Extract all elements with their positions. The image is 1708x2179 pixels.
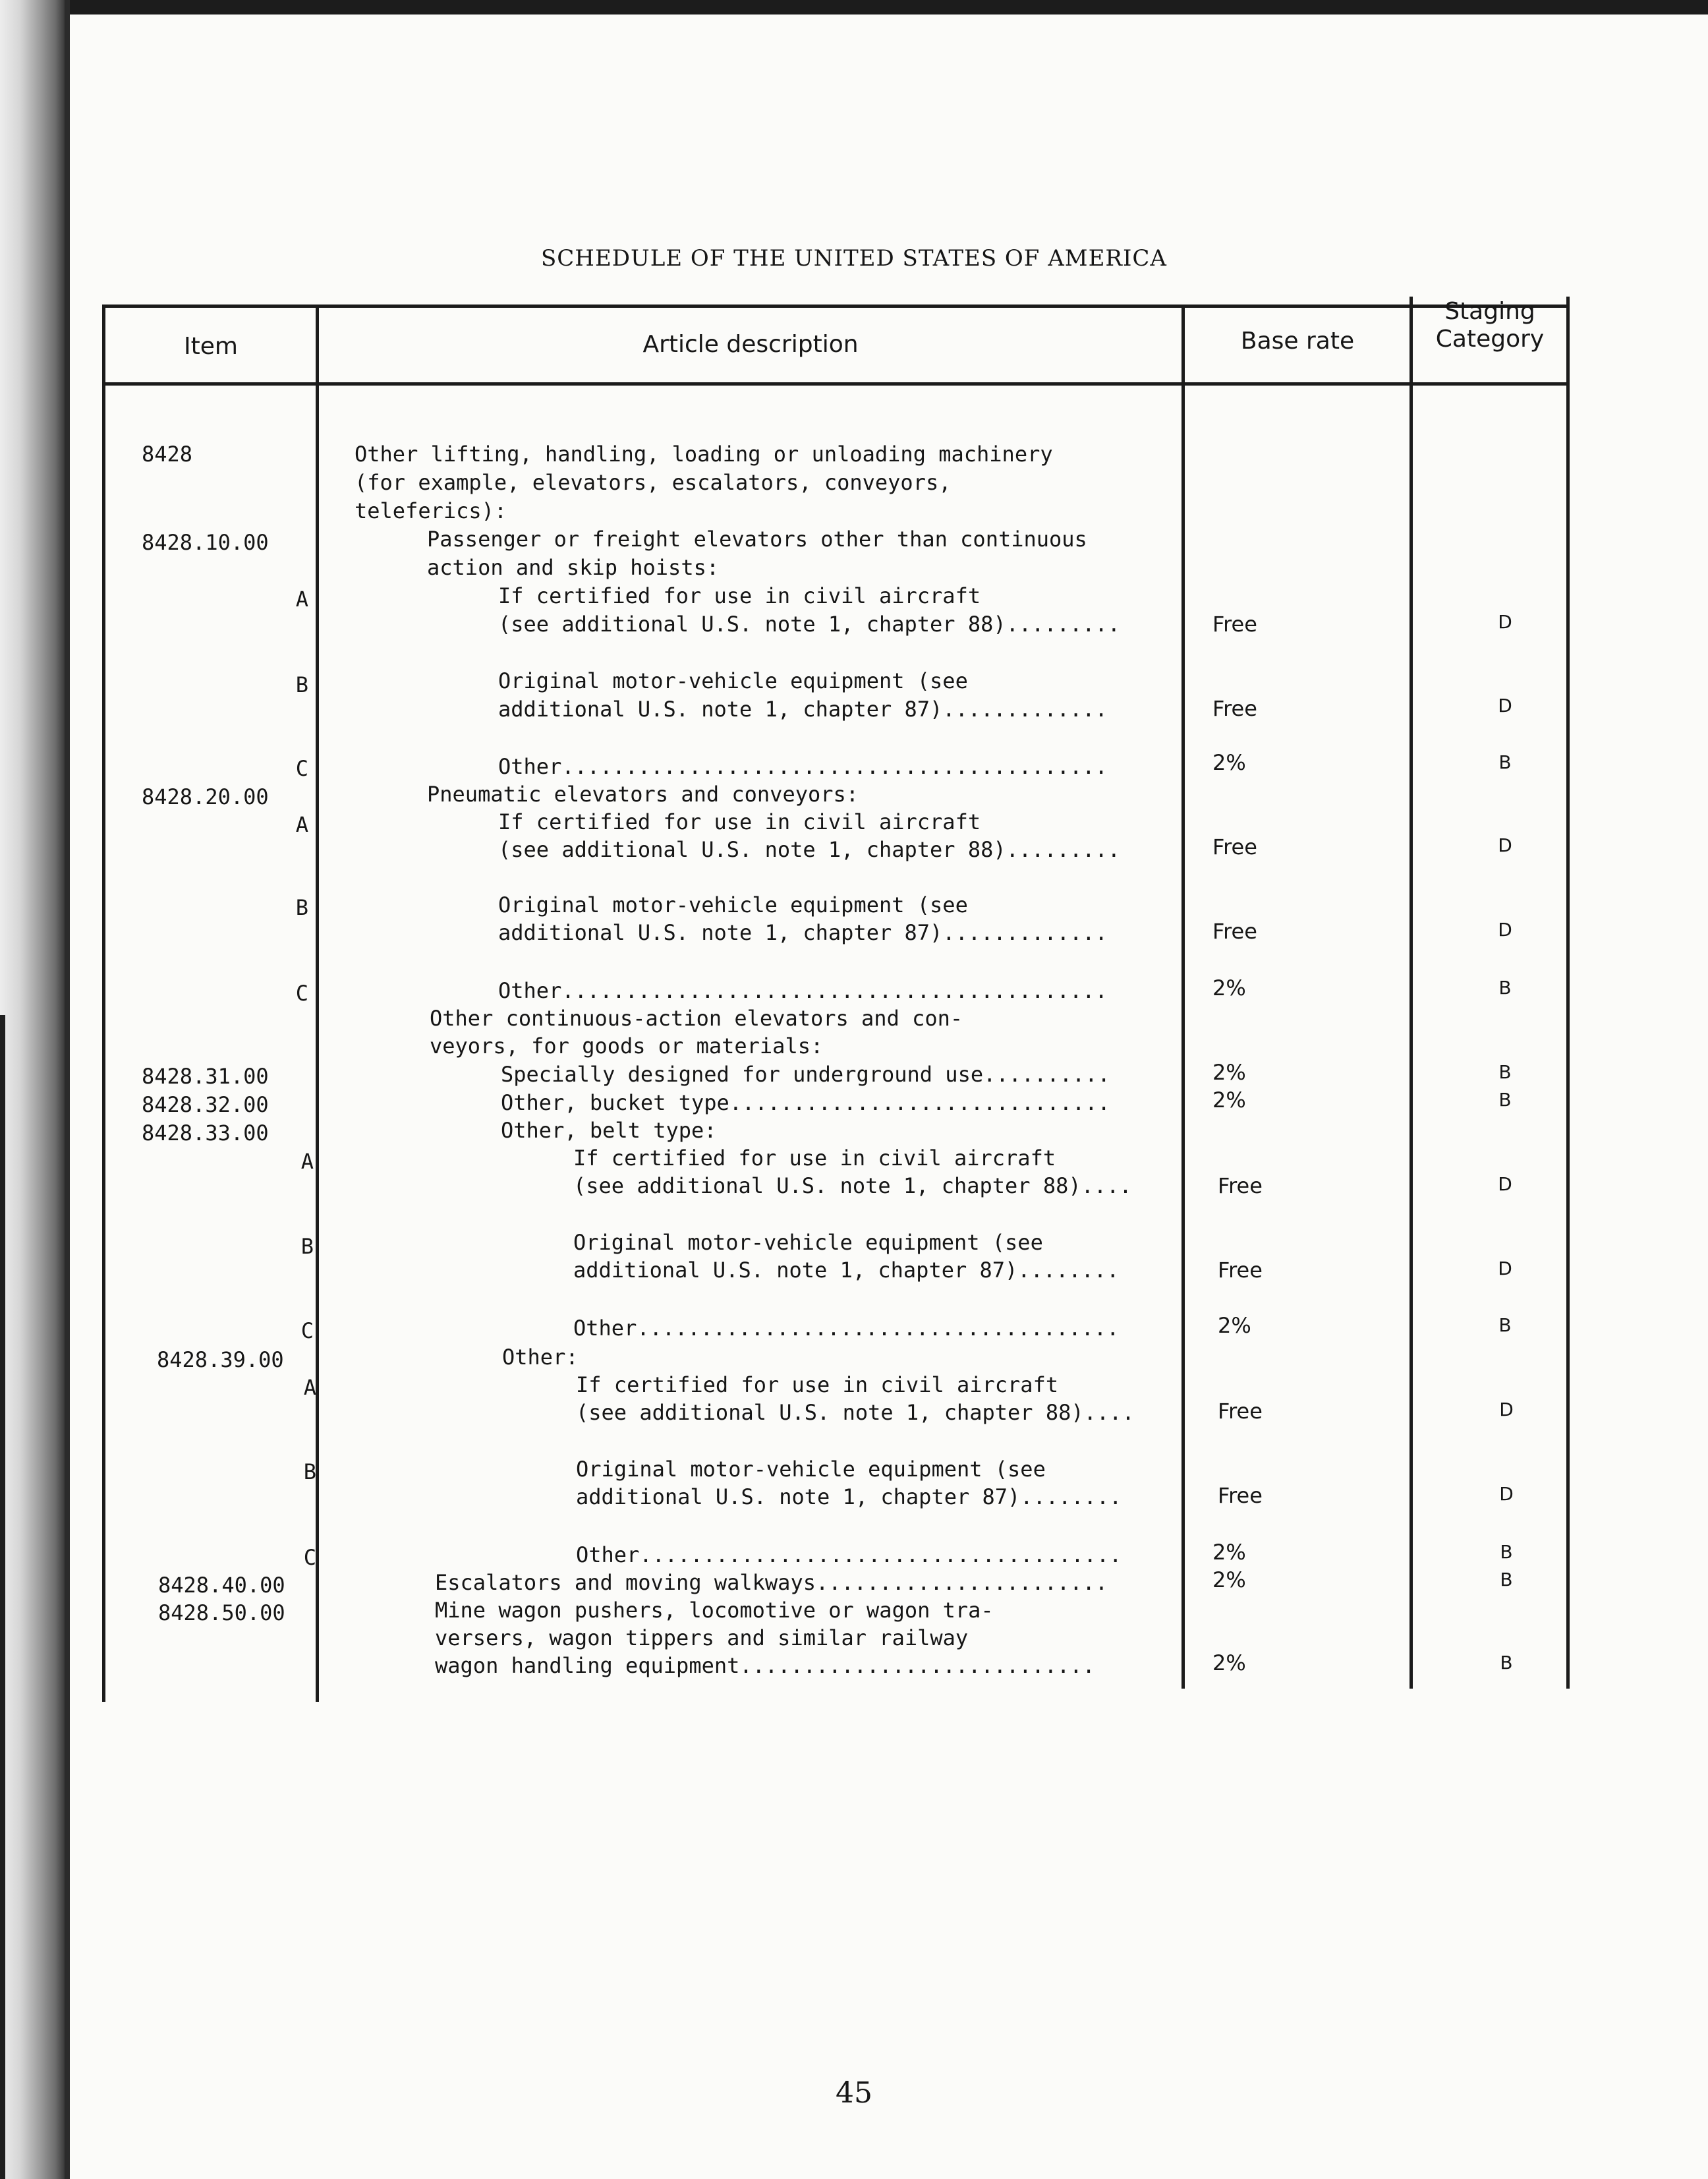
article-description: teleferics): <box>355 498 507 523</box>
base-rate: 2% <box>1212 750 1246 775</box>
base-rate: 2% <box>1212 1567 1246 1592</box>
article-description: If certified for use in civil aircraft <box>576 1372 1059 1397</box>
item-number: 8428.33.00 <box>142 1120 269 1146</box>
base-rate: Free <box>1218 1483 1263 1508</box>
article-description: If certified for use in civil aircraft <box>498 809 981 834</box>
article-description: Specially designed for underground use.......... <box>501 1062 1110 1087</box>
header-article-description: Article description <box>642 331 859 358</box>
article-description: If certified for use in civil aircraft <box>498 583 981 608</box>
article-description: Other........................................... <box>498 754 1108 779</box>
subitem-letter: A <box>300 1149 314 1174</box>
staging-category: D <box>1498 1258 1512 1279</box>
subitem-letter: B <box>295 895 308 920</box>
item-column-rule <box>316 305 319 1702</box>
base-rate: Free <box>1212 696 1257 721</box>
article-description: additional U.S. note 1, chapter 87)........ <box>573 1258 1120 1283</box>
item-number: 8428.20.00 <box>142 784 269 809</box>
article-description: Pneumatic elevators and conveyors: <box>427 782 859 807</box>
page-binding-shadow <box>0 0 65 2179</box>
article-description: Other........................................... <box>498 978 1108 1003</box>
article-description: action and skip hoists: <box>427 555 720 580</box>
staging-category: D <box>1498 834 1512 856</box>
article-description: Other lifting, handling, loading or unloading machinery <box>355 442 1053 467</box>
article-description: Original motor-vehicle equipment (see <box>498 892 968 917</box>
article-description: Passenger or freight elevators other than continuous <box>427 527 1087 552</box>
article-description: (see additional U.S. note 1, chapter 88)......... <box>498 612 1121 637</box>
subitem-letter: A <box>295 812 308 837</box>
subitem-letter: B <box>295 672 308 697</box>
page-number: 45 <box>836 2076 872 2110</box>
page-title: SCHEDULE OF THE UNITED STATES OF AMERICA <box>541 245 1167 272</box>
header-item: Item <box>184 333 238 360</box>
article-description: Other: <box>502 1345 579 1370</box>
item-number: 8428.10.00 <box>142 530 269 555</box>
article-description: Other, bucket type.............................. <box>501 1090 1110 1115</box>
scan-left-edge <box>0 1015 5 2179</box>
subitem-letter: A <box>295 587 308 612</box>
article-description: Escalators and moving walkways....................... <box>435 1570 1108 1595</box>
subitem-letter: C <box>300 1318 314 1343</box>
staging-category: D <box>1499 1483 1514 1505</box>
article-description: (see additional U.S. note 1, chapter 88)......... <box>498 837 1121 862</box>
base-rate: Free <box>1218 1399 1263 1424</box>
staging-category: B <box>1500 1652 1513 1673</box>
subitem-letter: B <box>303 1459 316 1484</box>
base-rate: Free <box>1212 919 1257 944</box>
article-description: Original motor-vehicle equipment (see <box>576 1457 1046 1482</box>
table-left-rule <box>102 305 105 1702</box>
staging-category: B <box>1498 977 1512 999</box>
staging-category: B <box>1498 751 1512 773</box>
staging-category: D <box>1498 695 1512 716</box>
base-rate: 2% <box>1212 1088 1246 1113</box>
page-binding-edge <box>65 0 70 2179</box>
article-description: (see additional U.S. note 1, chapter 88).... <box>573 1173 1132 1198</box>
staging-category: D <box>1499 1399 1514 1420</box>
item-number: 8428.31.00 <box>142 1064 269 1089</box>
item-number: 8428.40.00 <box>158 1573 285 1598</box>
staging-category: D <box>1498 919 1512 941</box>
staging-category: D <box>1498 1173 1512 1195</box>
subitem-letter: C <box>303 1545 316 1570</box>
table-right-rule <box>1566 297 1570 1689</box>
article-description: (see additional U.S. note 1, chapter 88).... <box>576 1400 1135 1425</box>
item-number: 8428.32.00 <box>142 1092 269 1117</box>
article-description: wagon handling equipment............................ <box>435 1653 1095 1678</box>
item-number: 8428.50.00 <box>158 1600 285 1625</box>
staging-category: B <box>1500 1541 1513 1563</box>
item-number: 8428 <box>142 442 193 467</box>
staging-category: D <box>1498 611 1512 633</box>
article-description: additional U.S. note 1, chapter 87)............. <box>498 697 1108 722</box>
article-description: Other, belt type: <box>501 1118 717 1143</box>
staging-category: B <box>1498 1314 1512 1336</box>
base-rate: 2% <box>1212 1540 1246 1565</box>
article-description: versers, wagon tippers and similar railway <box>435 1625 969 1650</box>
article-description: Mine wagon pushers, locomotive or wagon tra- <box>435 1598 994 1623</box>
rate-column-rule <box>1409 297 1413 1689</box>
table-top-rule <box>102 305 1568 308</box>
description-column-rule <box>1181 305 1185 1689</box>
base-rate: 2% <box>1212 1650 1246 1675</box>
article-description: Other...................................... <box>576 1542 1122 1567</box>
article-description: additional U.S. note 1, chapter 87)............. <box>498 920 1108 945</box>
scan-top-edge <box>0 0 1708 15</box>
base-rate: Free <box>1218 1173 1263 1198</box>
article-description: veyors, for goods or materials: <box>430 1033 824 1059</box>
staging-category: B <box>1500 1569 1513 1590</box>
subitem-letter: A <box>303 1375 316 1400</box>
header-base-rate: Base rate <box>1240 328 1355 355</box>
subitem-letter: B <box>300 1234 314 1259</box>
article-description: Original motor-vehicle equipment (see <box>573 1230 1043 1255</box>
article-description: (for example, elevators, escalators, conveyors, <box>355 470 952 495</box>
base-rate: Free <box>1218 1258 1263 1283</box>
staging-category: B <box>1498 1061 1512 1083</box>
article-description: additional U.S. note 1, chapter 87)........ <box>576 1484 1122 1509</box>
staging-category: B <box>1498 1089 1512 1111</box>
base-rate: 2% <box>1218 1313 1251 1338</box>
header-staging-category <box>1413 298 1567 353</box>
header-staging-line2: Category <box>1435 326 1545 353</box>
subitem-letter: C <box>295 756 308 781</box>
table-header-rule <box>102 382 1568 386</box>
base-rate: Free <box>1212 612 1257 637</box>
base-rate: Free <box>1212 834 1257 859</box>
article-description: If certified for use in civil aircraft <box>573 1146 1056 1171</box>
header-staging-line1: Staging <box>1444 298 1535 325</box>
subitem-letter: C <box>295 981 308 1006</box>
article-description: Original motor-vehicle equipment (see <box>498 668 968 693</box>
article-description: Other...................................... <box>573 1316 1120 1341</box>
base-rate: 2% <box>1212 975 1246 1001</box>
item-number: 8428.39.00 <box>157 1347 284 1372</box>
base-rate: 2% <box>1212 1060 1246 1085</box>
article-description: Other continuous-action elevators and con- <box>430 1006 963 1031</box>
